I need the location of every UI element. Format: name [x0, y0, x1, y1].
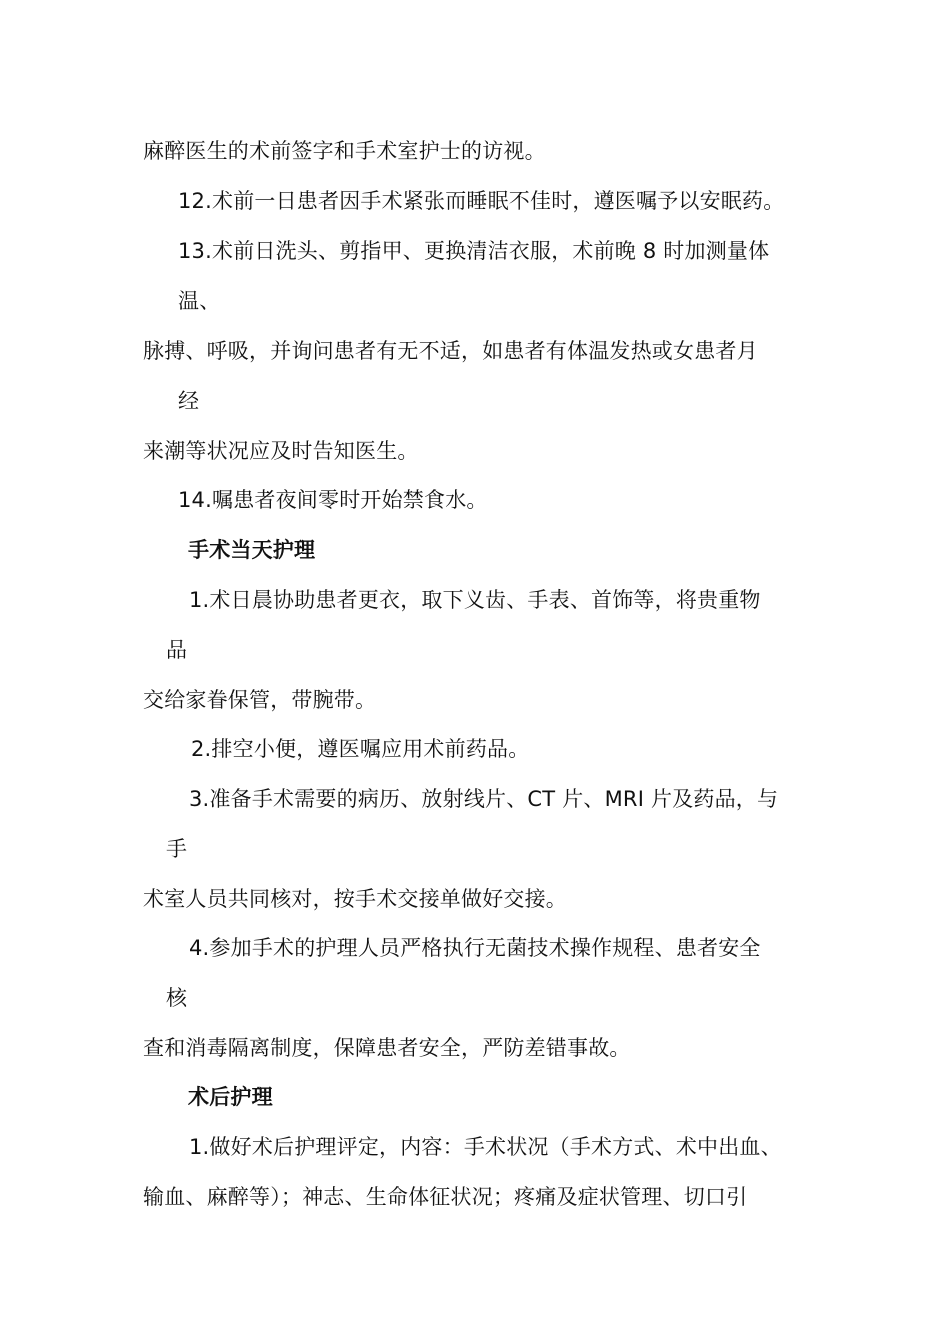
list-item-13: 13.术前日洗头、剪指甲、更换清洁衣服，术前晚 8 时加测量体 [178, 239, 770, 263]
paragraph-line: 脉搏、呼吸，并询问患者有无不适，如患者有体温发热或女患者月 [143, 339, 758, 363]
paragraph-line: 手 [166, 837, 188, 861]
list-item-1: 1.做好术后护理评定，内容：手术状况（手术方式、术中出血、 [189, 1135, 782, 1159]
list-item-2: 2.排空小便，遵医嘱应用术前药品。 [191, 737, 530, 761]
paragraph-line: 来潮等状况应及时告知医生。 [143, 439, 419, 463]
list-item-12: 12.术前一日患者因手术紧张而睡眠不佳时，遵医嘱予以安眠药。 [178, 189, 785, 213]
paragraph-line: 输血、麻醉等）；神志、生命体征状况；疼痛及症状管理、切口引 [143, 1185, 748, 1209]
paragraph-line: 温、 [178, 289, 221, 313]
list-item-4: 4.参加手术的护理人员严格执行无菌技术操作规程、患者安全 [189, 936, 761, 960]
paragraph-line: 麻醉医生的术前签字和手术室护士的访视。 [143, 139, 546, 163]
section-heading: 手术当天护理 [188, 538, 316, 562]
paragraph-line: 核 [166, 986, 188, 1010]
section-heading: 术后护理 [188, 1085, 273, 1109]
paragraph-line: 品 [166, 638, 188, 662]
list-item-1: 1.术日晨协助患者更衣，取下义齿、手表、首饰等，将贵重物 [189, 588, 761, 612]
paragraph-line: 交给家眷保管，带腕带。 [143, 688, 377, 712]
paragraph-line: 查和消毒隔离制度，保障患者安全，严防差错事故。 [143, 1036, 631, 1060]
list-item-3: 3.准备手术需要的病历、放射线片、CT 片、MRI 片及药品，与 [189, 787, 779, 811]
paragraph-line: 经 [178, 389, 200, 413]
list-item-14: 14.嘱患者夜间零时开始禁食水。 [178, 488, 488, 512]
paragraph-line: 术室人员共同核对，按手术交接单做好交接。 [143, 887, 567, 911]
